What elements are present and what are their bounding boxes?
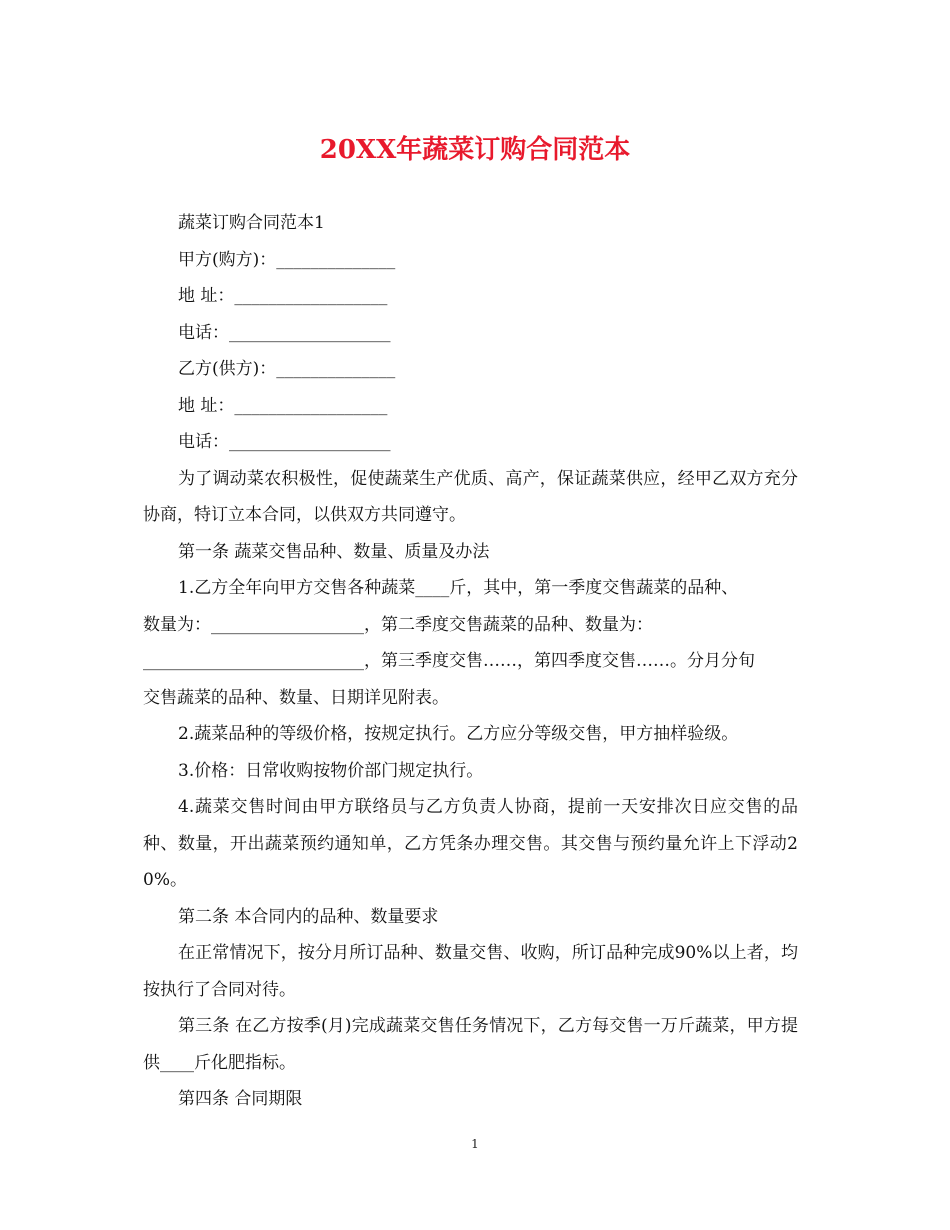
article-1-item-4: 4.蔬菜交售时间由甲方联络员与乙方负责人协商，提前一天安排次日应交售的品种、数量，开出蔬菜预约通知单，乙方凭条办理交售。其交售与预约量允许上下浮动20%。 [143,797,798,890]
party-b-phone-field: 电话：___________________ [178,432,391,452]
article-1-item-2: 2.蔬菜品种的等级价格，按规定执行。乙方应分等级交售，甲方抽样验级。 [178,724,739,744]
party-b-field: 乙方(供方)：______________ [178,359,396,379]
party-a-field: 甲方(购方)：______________ [178,249,396,270]
document-body [143,205,798,1118]
page-number: 1 [471,1137,479,1151]
article-2-heading: 第二条 本合同内的品种、数量要求 [178,906,439,927]
article-4-heading: 第四条 合同期限 [178,1089,303,1109]
intro-paragraph: 为了调动菜农积极性，促使蔬菜生产优质、高产，保证蔬菜供应，经甲乙双方充分协商，特订立本合同，以供双方共同遵守。 [143,468,798,525]
article-1-item-3: 3.价格：日常收购按物价部门规定执行。 [178,760,484,781]
article-2-body: 在正常情况下，按分月所订品种、数量交售、收购，所订品种完成90%以上者，均按执行了合同对待。 [143,943,798,1000]
document-title: 20XX年蔬菜订购合同范本 [319,135,631,165]
article-1-item-1-line-2: 数量为：__________________，第二季度交售蔬菜的品种、数量为： [143,614,653,635]
article-1-item-1 [143,570,798,716]
party-b-address-field: 地 址：__________________ [178,395,388,416]
article-1-heading: 第一条 蔬菜交售品种、数量、质量及办法 [178,541,490,562]
article-1-item-1-line-3: __________________________，第三季度交售……，第四季度交售……。分月分旬 [143,651,755,671]
contract-subtitle: 蔬菜订购合同范本1 [178,213,325,233]
party-a-address-field: 地 址：__________________ [178,286,388,306]
article-3-body: 第三条 在乙方按季(月)完成蔬菜交售任务情况下，乙方每交售一万斤蔬菜，甲方提供____斤化肥指标。 [143,1016,798,1073]
article-1-item-1-line-4: 交售蔬菜的品种、数量、日期详见附表。 [143,687,449,708]
party-a-phone-field: 电话：___________________ [178,322,391,343]
article-1-item-1-line-1: 1.乙方全年向甲方交售各种蔬菜____斤，其中，第一季度交售蔬菜的品种、 [178,578,739,598]
